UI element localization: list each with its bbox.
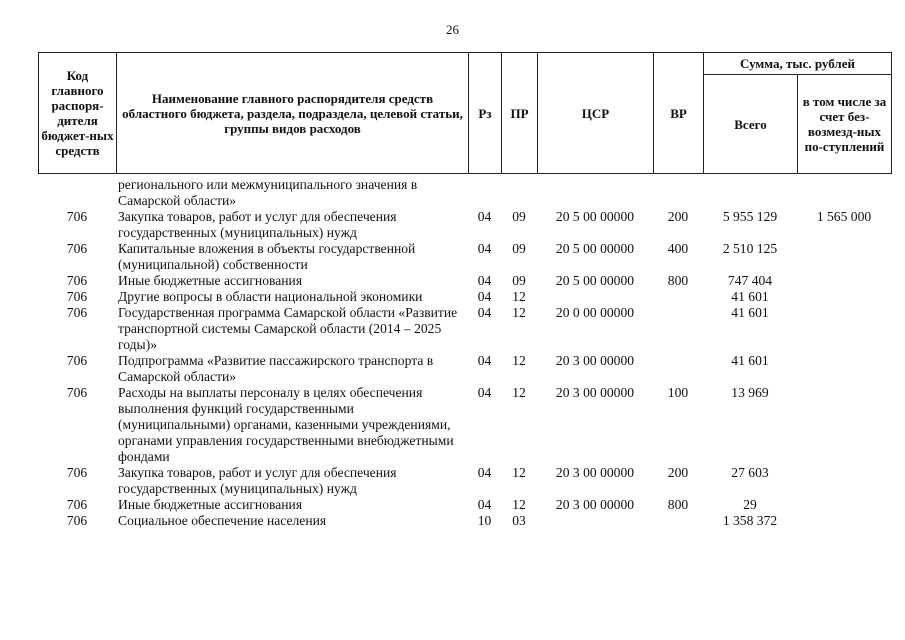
cell-total: 41 601: [731, 289, 769, 304]
header-vr: ВР: [654, 53, 704, 174]
page-number: 26: [446, 22, 459, 37]
cell-vr: [653, 513, 703, 529]
cell-pr: 09: [512, 273, 526, 288]
cell-rz: 04: [477, 273, 492, 288]
cell-vr: 800: [667, 273, 689, 288]
cell-vr: [653, 353, 703, 385]
table-row: [38, 241, 891, 273]
table-body: [38, 177, 891, 529]
cell-name: Расходы на выплаты персоналу в целях обеспечения выполнения функций государственными (муниципальными) органами, казенными учреждениями, органами управления государственными внебюджетными фондами: [118, 385, 454, 464]
cell-name: регионального или межмуниципального значения в Самарской области»: [118, 177, 418, 208]
cell-rz: 04: [477, 465, 492, 480]
cell-total: 5 955 129: [722, 209, 778, 224]
cell-name: Государственная программа Самарской области «Развитие транспортной системы Самарской области (2014 – 2025 годы)»: [118, 305, 458, 352]
cell-code: 706: [66, 289, 88, 304]
cell-rz: 10: [477, 513, 492, 528]
table-row: [38, 305, 891, 353]
cell-total: 41 601: [731, 353, 769, 368]
cell-pr: 03: [512, 513, 526, 528]
cell-rz: 04: [477, 497, 492, 512]
cell-vr: [653, 289, 703, 305]
cell-grants: [797, 305, 891, 353]
cell-csr: 20 5 00 00000: [555, 273, 635, 288]
cell-name: Закупка товаров, работ и услуг для обеспечения государственных (муниципальных) нужд: [118, 465, 397, 496]
table-row: [38, 497, 891, 513]
cell-total: 41 601: [731, 305, 769, 320]
header-csr: ЦСР: [538, 53, 654, 174]
cell-rz: [468, 177, 501, 209]
cell-total: [703, 177, 797, 209]
cell-csr: [537, 289, 653, 305]
table-header: [38, 52, 892, 174]
cell-vr: 200: [667, 209, 689, 224]
cell-code: 706: [66, 353, 88, 368]
cell-total: 747 404: [727, 273, 773, 288]
cell-name: Подпрограмма «Развитие пассажирского транспорта в Самарской области»: [118, 353, 434, 384]
cell-pr: 09: [512, 241, 526, 256]
cell-code: 706: [66, 273, 88, 288]
table-row: [38, 465, 891, 497]
cell-name: Социальное обеспечение населения: [118, 513, 327, 528]
cell-pr: 09: [512, 209, 526, 224]
cell-csr: [537, 513, 653, 529]
table-row: [38, 177, 891, 209]
cell-csr: 20 0 00 00000: [555, 305, 635, 320]
cell-grants: [797, 497, 891, 513]
cell-grants: [797, 513, 891, 529]
header-code: Код главного распоря-дителя бюджет-ных средств: [39, 53, 117, 174]
cell-csr: 20 5 00 00000: [555, 209, 635, 224]
cell-code: [38, 177, 116, 209]
table-row: [38, 353, 891, 385]
cell-name: Другие вопросы в области национальной экономики: [118, 289, 423, 304]
cell-code: 706: [66, 465, 88, 480]
cell-code: 706: [66, 385, 88, 400]
cell-grants: [797, 385, 891, 465]
cell-grants: [797, 289, 891, 305]
header-sum: Сумма, тыс. рублей: [704, 53, 892, 75]
header-pr: ПР: [502, 53, 538, 174]
header-total: Всего: [704, 75, 798, 174]
cell-vr: 400: [667, 241, 689, 256]
cell-code: 706: [66, 209, 88, 224]
cell-total: 1 358 372: [722, 513, 778, 528]
cell-rz: 04: [477, 241, 492, 256]
cell-name: Иные бюджетные ассигнования: [118, 497, 303, 512]
cell-grants: [797, 465, 891, 497]
cell-pr: 12: [512, 465, 526, 480]
cell-name: Капитальные вложения в объекты государственной (муниципальной) собственности: [118, 241, 416, 272]
cell-csr: 20 5 00 00000: [555, 241, 635, 256]
cell-rz: 04: [477, 305, 492, 320]
cell-total: 29: [743, 497, 757, 512]
cell-pr: 12: [512, 289, 526, 304]
cell-vr: 100: [667, 385, 689, 400]
cell-code: 706: [66, 305, 88, 320]
cell-csr: 20 3 00 00000: [555, 385, 635, 400]
header-grants: в том числе за счет без-возмезд-ных по-ступлений: [798, 75, 892, 174]
cell-pr: 12: [512, 497, 526, 512]
cell-grants: [797, 273, 891, 289]
cell-grants: [797, 241, 891, 273]
table-row: [38, 209, 891, 241]
cell-total: 2 510 125: [722, 241, 778, 256]
cell-pr: 12: [512, 385, 526, 400]
cell-rz: 04: [477, 353, 492, 368]
cell-csr: 20 3 00 00000: [555, 497, 635, 512]
cell-grants: [797, 353, 891, 385]
cell-rz: 04: [477, 385, 492, 400]
cell-grants: 1 565 000: [816, 209, 872, 224]
cell-grants: [797, 177, 891, 209]
cell-pr: [501, 177, 537, 209]
cell-code: 706: [66, 497, 88, 512]
cell-total: 13 969: [731, 385, 769, 400]
cell-vr: 200: [667, 465, 689, 480]
table-row: [38, 385, 891, 465]
cell-csr: 20 3 00 00000: [555, 465, 635, 480]
header-name: Наименование главного распорядителя средств областного бюджета, раздела, подраздела, целевой статьи, группы видов расходов: [117, 53, 469, 174]
cell-vr: [653, 177, 703, 209]
cell-total: 27 603: [731, 465, 769, 480]
cell-code: 706: [66, 513, 88, 528]
table-row: [38, 273, 891, 289]
table-row: [38, 513, 891, 529]
cell-csr: [537, 177, 653, 209]
cell-name: Закупка товаров, работ и услуг для обеспечения государственных (муниципальных) нужд: [118, 209, 397, 240]
cell-rz: 04: [477, 209, 492, 224]
cell-pr: 12: [512, 305, 526, 320]
cell-name: Иные бюджетные ассигнования: [118, 273, 303, 288]
cell-csr: 20 3 00 00000: [555, 353, 635, 368]
table-row: [38, 289, 891, 305]
cell-pr: 12: [512, 353, 526, 368]
cell-rz: 04: [477, 289, 492, 304]
cell-vr: 800: [667, 497, 689, 512]
header-rz: Рз: [469, 53, 502, 174]
cell-code: 706: [66, 241, 88, 256]
cell-vr: [653, 305, 703, 353]
